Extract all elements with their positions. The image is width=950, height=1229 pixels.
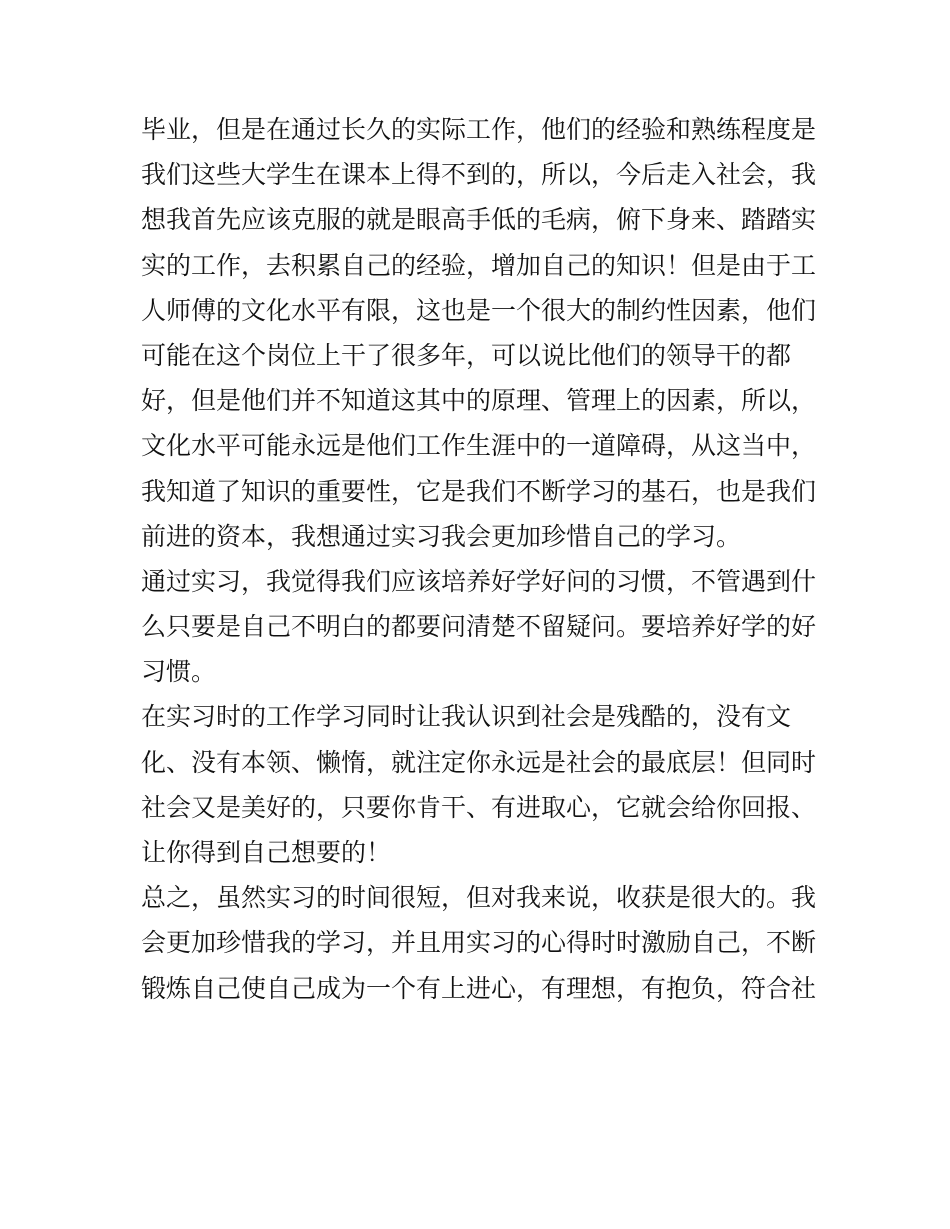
text-line: 在实习时的工作学习同时让我认识到社会是残酷的，没有文 [141, 702, 792, 732]
text-line: 习惯。 [141, 657, 217, 687]
text-line: 想我首先应该克服的就是眼高手低的毛病，俯下身来、踏踏实 [141, 205, 817, 235]
document-body [141, 107, 821, 1011]
text-line: 社会又是美好的，只要你肯干、有进取心，它就会给你回报、 [141, 792, 817, 822]
text-line: 毕业，但是在通过长久的实际工作，他们的经验和熟练程度是 [141, 115, 817, 144]
text-line: 实的工作，去积累自己的经验，增加自己的知识！但是由于工 [141, 250, 817, 280]
text-line: 化、没有本领、懒惰，就注定你永远是社会的最底层！但同时 [141, 747, 817, 777]
text-line: 我们这些大学生在课本上得不到的，所以，今后走入社会，我 [141, 160, 817, 190]
text-line: 让你得到自己想要的！ [141, 838, 392, 867]
text-line: 前进的资本，我想通过实习我会更加珍惜自己的学习。 [141, 521, 742, 551]
text-line: 会更加珍惜我的学习，并且用实习的心得时时激励自己，不断 [141, 928, 817, 958]
text-line: 文化水平可能永远是他们工作生涯中的一道障碍，从这当中， [141, 431, 817, 461]
text-line: 锻炼自己使自己成为一个有上进心，有理想，有抱负，符合社 [141, 973, 817, 1003]
text-line: 我知道了知识的重要性，它是我们不断学习的基石，也是我们 [141, 476, 817, 506]
text-line: 可能在这个岗位上干了很多年，可以说比他们的领导干的都 [141, 340, 792, 370]
text-line: 通过实习，我觉得我们应该培养好学好问的习惯，不管遇到什 [141, 566, 817, 596]
text-line: 好，但是他们并不知道这其中的原理、管理上的因素，所以， [141, 386, 817, 416]
text-line: 总之，虽然实习的时间很短，但对我来说，收获是很大的。我 [141, 883, 817, 913]
text-line: 么只要是自己不明白的都要问清楚不留疑问。要培养好学的好 [141, 612, 817, 642]
text-line: 人师傅的文化水平有限，这也是一个很大的制约性因素，他们 [141, 295, 817, 325]
